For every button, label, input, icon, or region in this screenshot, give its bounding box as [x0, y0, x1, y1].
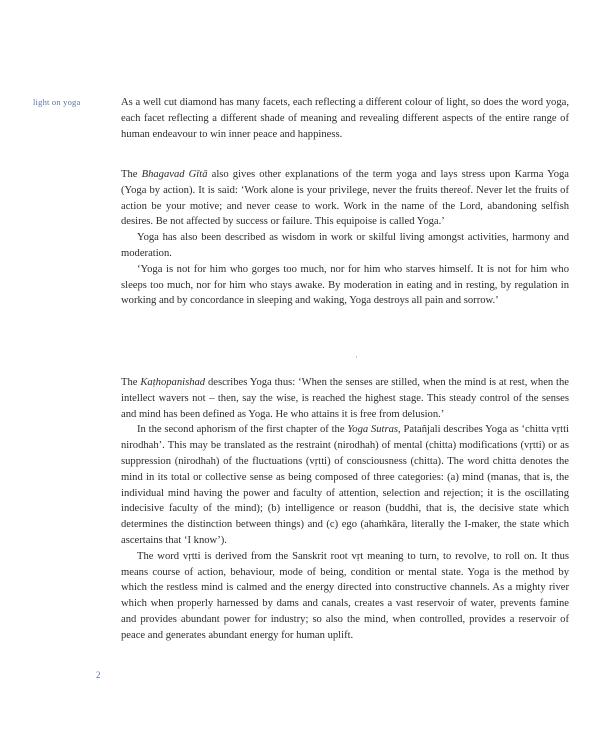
sutras-text-pre: In the second aphorism of the first chapter of the [137, 424, 348, 436]
gita-text-pre: The [121, 169, 142, 180]
katho-title: Kaṭhopanishad [140, 377, 206, 388]
kathopanishad-paragraph [121, 375, 569, 422]
sutras-text-post: , Patañjali describes Yoga as ‘chitta vṛtti nirodhah’. This may be translated as the restraint (nirodhah) of mental (chitta) modifications (vṛtti) or as suppression (nirodhah) of the fluctuations (vṛtti) of consciousness (chitta). The word chitta denotes the mind in its total or collective sense as being composed of three categories: (a) mind (manas, that is, the individual mind having the power and faculty of attention, selection and rejection; it is the oscillating indecisive faculty of the mind); (b) intelligence or reason (buddhi, that is, the decisive state which determines the distinction between things) and (c) ego (ahaṁkāra, literally the I-maker, the state which ascertains that ‘I know’). [121, 424, 569, 546]
center-dot [356, 356, 357, 358]
page-number: 2 [96, 670, 101, 680]
gita-text-post: also gives other explanations of the term yoga and lays stress upon Karma Yoga (Yoga by action). It is said: ‘Work alone is your privilege, never the fruits thereof. Never let the fruits of action be your motive; and never cease to work. Work in the name of the Lord, abandoning selfish desires. Be not affected by success or failure. This equipoise is called Yoga.’ [121, 169, 569, 228]
running-head: light on yoga [33, 97, 81, 107]
vrtti-paragraph: The word vṛtti is derived from the Sanskrit root vṛt meaning to turn, to revolve, to roll on. It thus means course of action, behaviour, mode of being, condition or mental state. Yoga is the method by which the restless mind is calmed and the energy directed into constructive channels. As a mighty river which when properly harnessed by dams and canals, creates a vast reservoir of water, prevents famine and provides abundant power for industry; so also the mind, when controlled, provides a reservoir of peace and generates abundant energy for human uplift. [121, 550, 569, 641]
upanishad-block [121, 375, 569, 644]
wisdom-paragraph: Yoga has also been described as wisdom in work or skilful living amongst activities, harmony and moderation. [121, 232, 569, 259]
katho-text-pre: The [121, 377, 141, 388]
katho-text-post: describes Yoga thus: ‘When the senses are stilled, when the mind is at rest, when the intellect wavers not – then, say the wise, is reached the highest stage. This steady control of the senses and mind has been defined as Yoga. He who attains it is free from delusion.’ [121, 377, 569, 420]
moderation-quote: ‘Yoga is not for him who gorges too much, nor for him who starves himself. It is not for him who sleeps too much, nor for him who stays awake. By moderation in eating and in resting, by regulation in working and by concordance in sleeping and waking, Yoga destroys all pain and sorrow.’ [121, 263, 569, 307]
gita-paragraph [121, 167, 569, 230]
yoga-sutras-paragraph [121, 422, 569, 548]
gita-block [121, 167, 569, 309]
intro-paragraph: As a well cut diamond has many facets, each reflecting a different colour of light, so does the word yoga, each facet reflecting a different shade of meaning and revealing different aspects of the entire range of human endeavour to win inner peace and happiness. [121, 97, 569, 140]
gita-title: Bhagavad Gītā [141, 169, 208, 180]
sutras-title: Yoga Sutras [347, 424, 399, 436]
intro-block [121, 95, 569, 142]
